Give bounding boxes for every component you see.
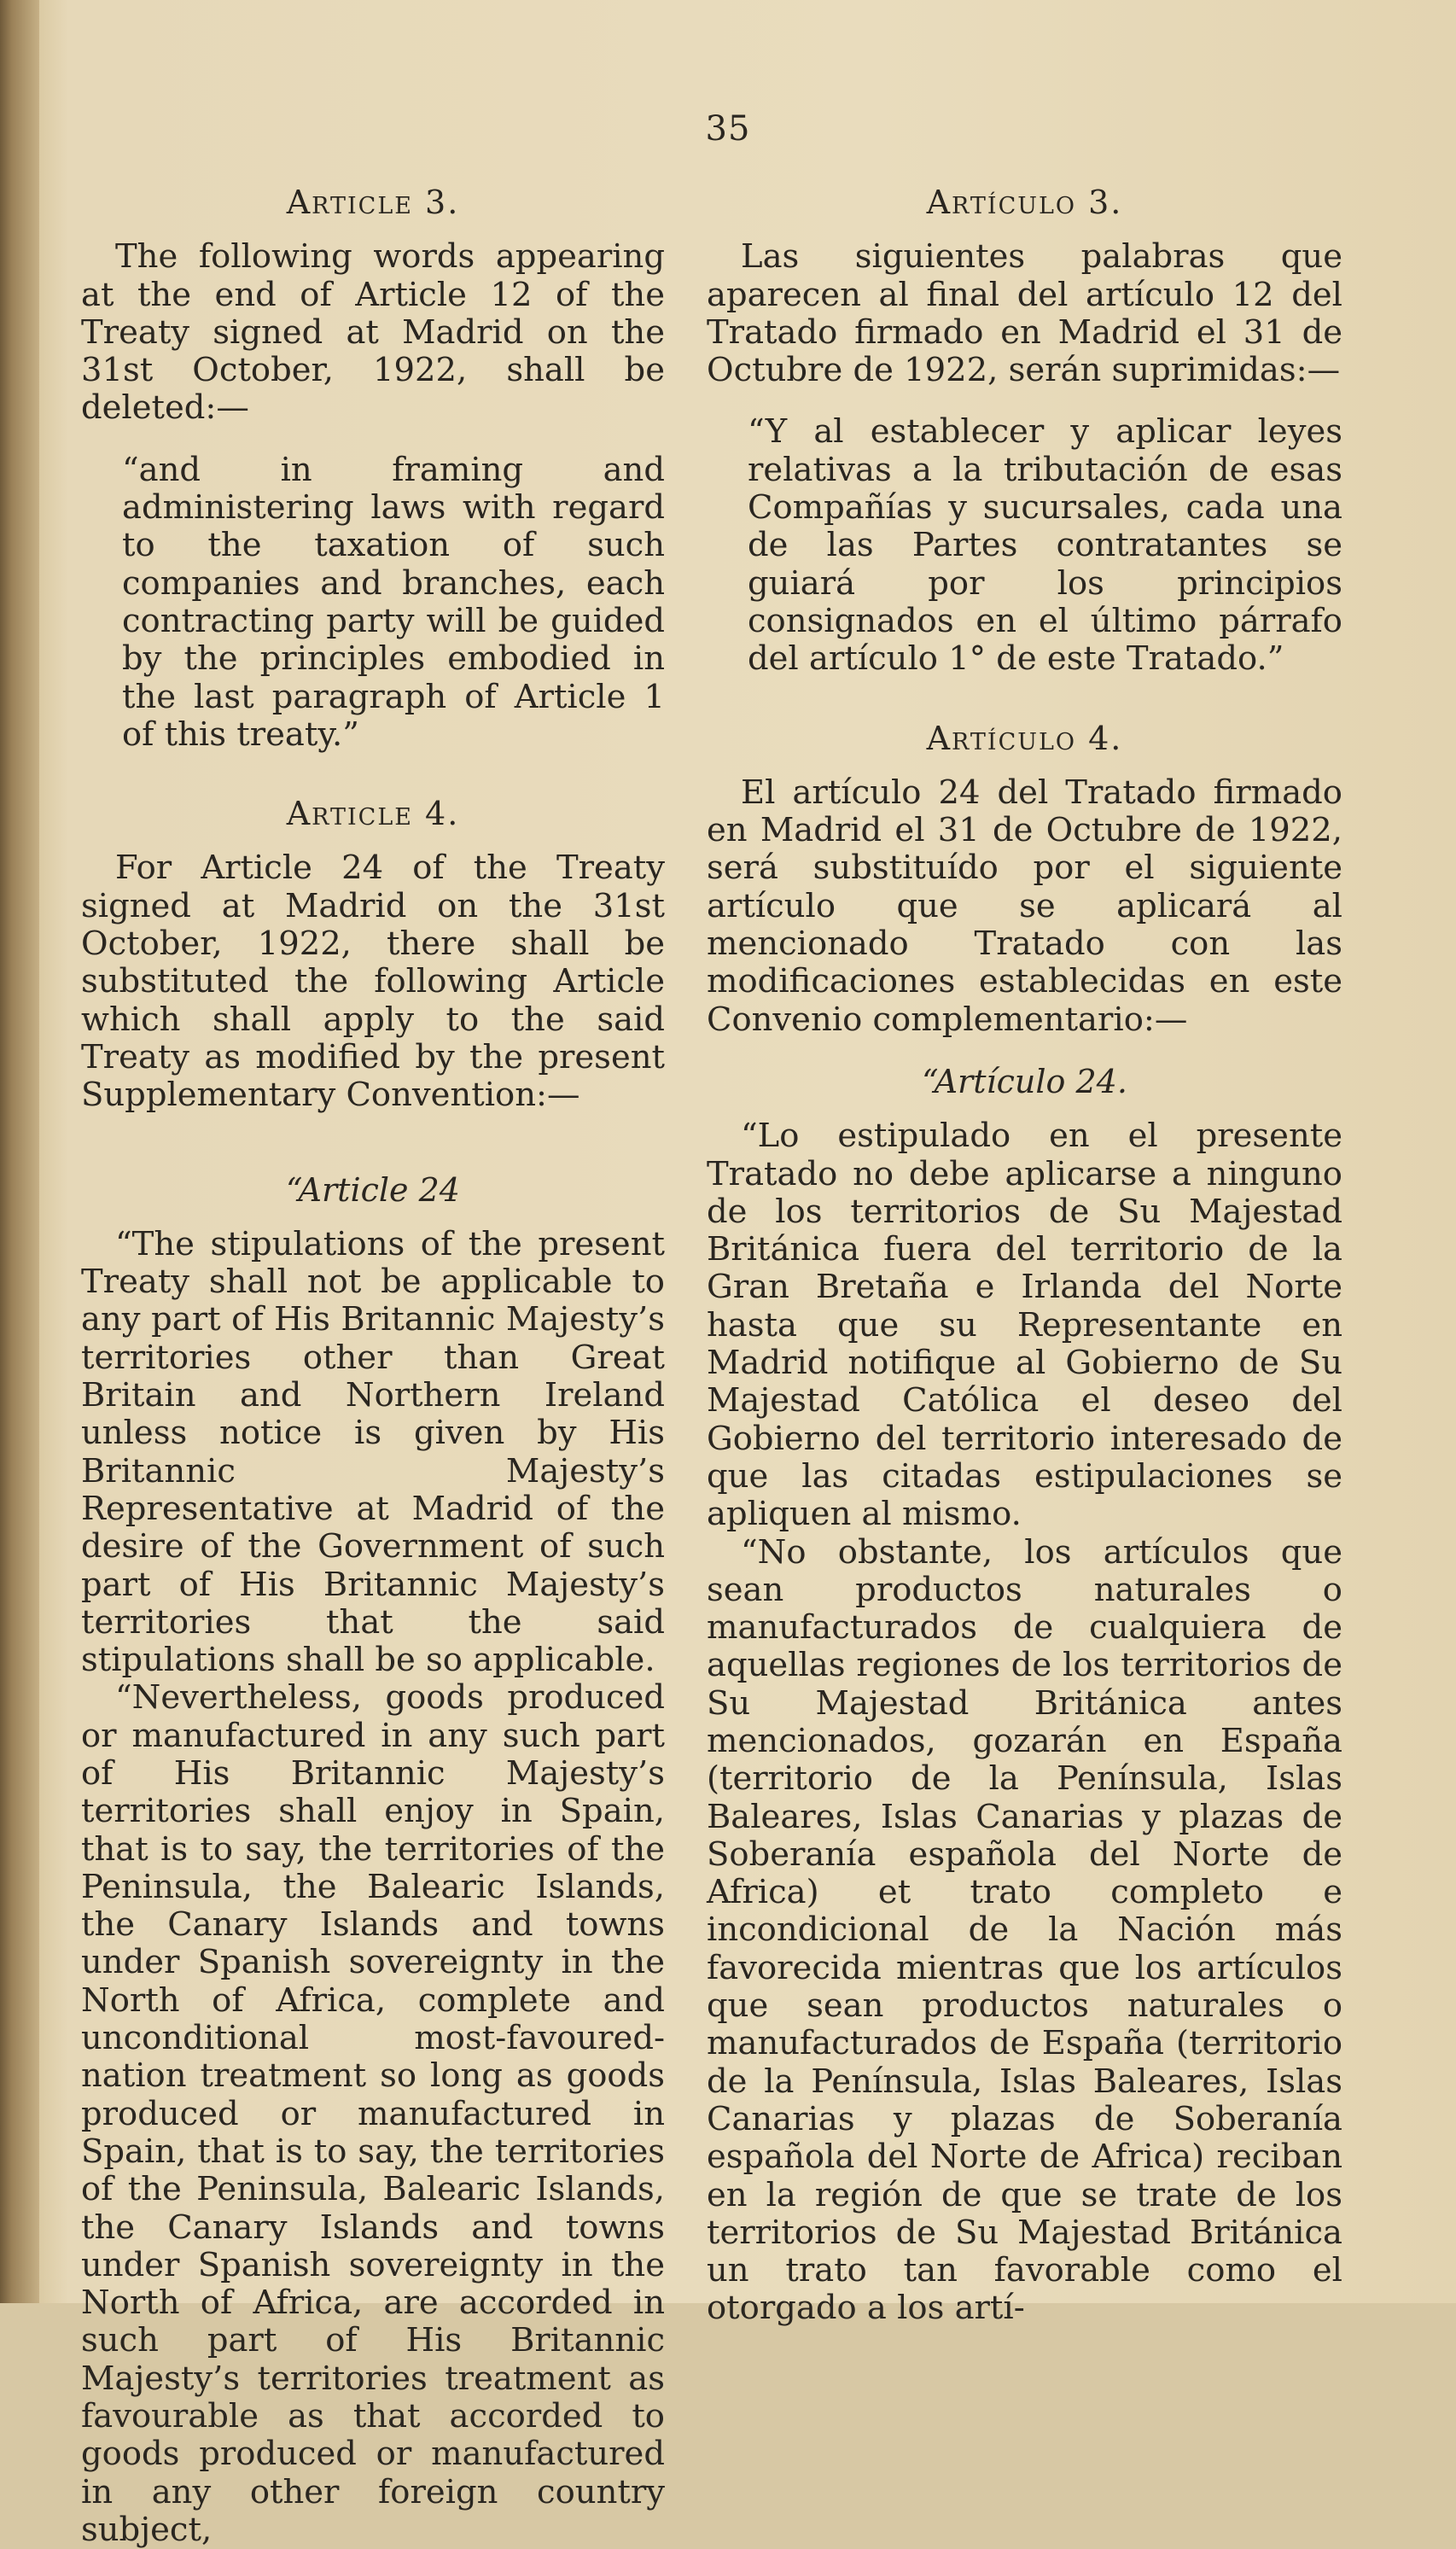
article-24-paragraph-1-es: “Lo estipulado en el presente Tratado no debe aplicarse a ninguno de los territorios de Su Majestad Británica fuera del territorio de la Gran Bretaña e Irlanda del Norte hasta que su Representante en Madrid notifique al Gobierno de Su Majestad Católica el deseo del Gobierno del territorio interesado de que las citadas estipulaciones se apliquen al mismo. bbox=[707, 1117, 1342, 1534]
article-4-heading-en: Article 4. bbox=[286, 795, 460, 833]
book-binding-gutter bbox=[0, 0, 39, 2303]
spanish-column bbox=[707, 184, 1342, 2328]
article-4-text-en: For Article 24 of the Treaty signed at Madrid on the 31st October, 1922, there shall be substituted the following Article which shall apply to the said Treaty as modified by the present Supplementary Convention:— bbox=[81, 849, 665, 1115]
article-24-heading-es: “Artículo 24. bbox=[922, 1062, 1127, 1100]
article-3-text-en: The following words appearing at the end of Article 12 of the Treaty signed at Madrid on the 31st October, 1922, shall be deleted:— bbox=[81, 237, 665, 428]
article-4-text-es: El artículo 24 del Tratado firmado en Madrid el 31 de Octubre de 1922, será substituído por el siguiente artículo que se aplicará al mencionado Tratado con las modificaciones establecidas en este Convenio complementario:— bbox=[707, 773, 1342, 1039]
english-column bbox=[81, 184, 665, 2549]
article-4-heading-es: Artículo 4. bbox=[926, 719, 1123, 757]
article-3-heading-en: Article 3. bbox=[286, 184, 460, 221]
article-24-heading-en: “Article 24 bbox=[286, 1170, 460, 1209]
article-3-quote-en: “and in framing and administering laws with regard to the taxation of such companies and branches, each contracting party will be guided by the principles embodied in the last paragraph of Article 1 of this treaty.” bbox=[122, 450, 665, 754]
page-number: 35 bbox=[705, 109, 751, 149]
article-3-quote-es: “Y al establecer y aplicar leyes relativas a la tributación de esas Compañías y sucursales, cada una de las Partes contratantes se guiará por los principios consignados en el último párrafo del artículo 1° de este Tratado.” bbox=[748, 412, 1342, 679]
article-3-heading-es: Artículo 3. bbox=[926, 184, 1123, 221]
article-24-paragraph-1-en: “The stipulations of the present Treaty shall not be applicable to any part of His Britannic Majesty’s territories other than Great Britain and Northern Ireland unless notice is given by His Britannic Majesty’s Representative at Madrid of the desire of the Government of such part of His Britannic Majesty’s territories that the said stipulations shall be so applicable. bbox=[81, 1224, 665, 1680]
article-24-paragraph-2-es: “No obstante, los artículos que sean productos naturales o manufacturados de cualquiera de aquellas regiones de los territorios de Su Majestad Británica antes mencionados, gozarán en España (territorio de la Península, Islas Baleares, Islas Canarias y plazas de Soberanía española del Norte de Africa) et trato completo e incondicional de la Nación más favorecida mientras que los artículos que sean productos naturales o manufacturados de España (territorio de la Península, Islas Baleares, Islas Canarias y plazas de Soberanía española del Norte de Africa) reciban en la región de que se trate de los territorios de Su Majestad Británica un trato tan favorable como el otorgado a los artí- bbox=[707, 1532, 1342, 2328]
article-24-paragraph-2-en: “Nevertheless, goods produced or manufactured in any such part of His Britannic Majesty’s territories shall enjoy in Spain, that is to say, the territories of the Peninsula, the Balearic Islands, the Canary Islands and towns under Spanish sovereignty in the North of Africa, complete and unconditional most-favoured-nation treatment so long as goods produced or manufactured in Spain, that is to say, the territories of the Peninsula, Balearic Islands, the Canary Islands and towns under Spanish sovereignty in the North of Africa, are accorded in such part of His Britannic Majesty’s territories treatment as favourable as that accorded to goods produced or manufactured in any other foreign country subject, bbox=[81, 1678, 665, 2549]
article-3-text-es: Las siguientes palabras que aparecen al final del artículo 12 del Tratado firmado en Madrid el 31 de Octubre de 1922, serán suprimidas:— bbox=[707, 237, 1342, 390]
